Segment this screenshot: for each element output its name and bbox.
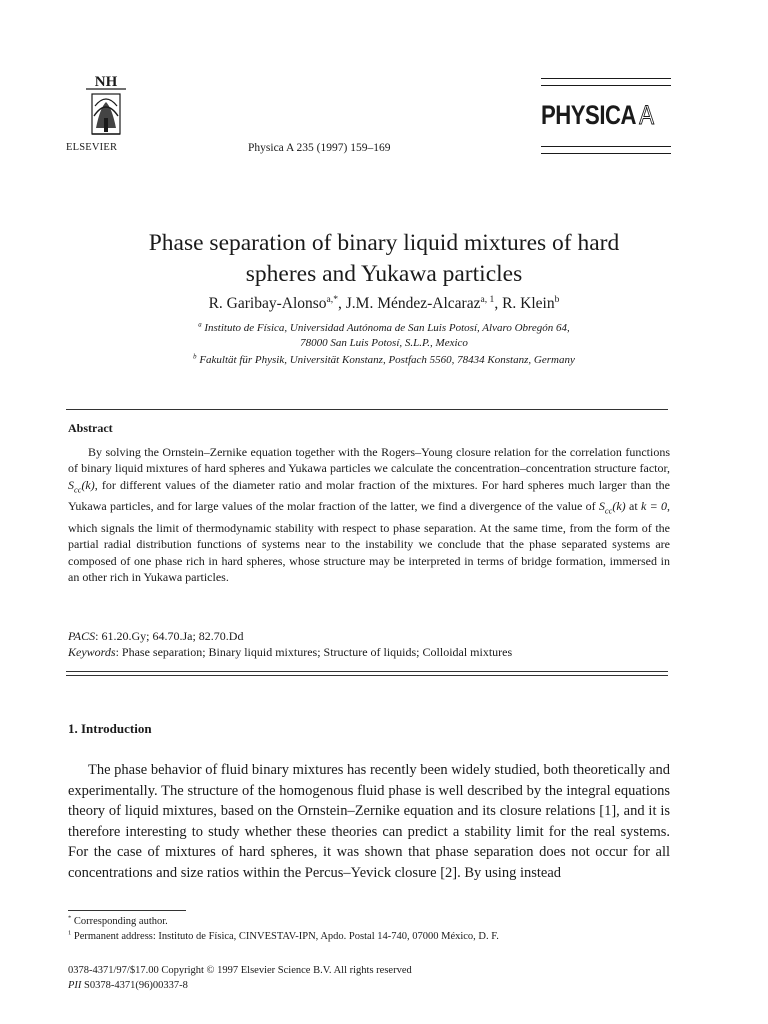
title-line-1: Phase separation of binary liquid mixtures of hard	[148, 230, 620, 256]
keywords-value: : Phase separation; Binary liquid mixtures; Structure of liquids; Colloidal mixtures	[115, 645, 513, 659]
header-rule-top-2	[541, 85, 671, 86]
journal-citation: Physica A 235 (1997) 159–169	[248, 142, 391, 154]
structure-factor-symbol-2: $S_{cc}(k)$	[598, 499, 626, 516]
section-heading: 1. Introduction	[68, 721, 152, 736]
affiliation-a-line-1: $^a$ Instituto de Física, Universidad Autónoma de San Luis Potosí, Alvaro Obregón 64,	[198, 321, 570, 334]
abstract-top-rule	[66, 409, 668, 410]
pacs-label: PACS	[68, 629, 96, 643]
footnote-rule	[68, 910, 186, 911]
footnote-2: $^1$ Permanent address: Instituto de Física, CINVESTAV-IPN, Apdo. Postal 14-740, 07000 México, D. F.	[68, 929, 499, 942]
pii-value: S0378-4371(96)00337-8	[81, 980, 188, 991]
title-line-2: spheres and Yukawa particles	[245, 261, 523, 287]
affiliation-b: $^b$ Fakultät für Physik, Universität Konstanz, Postfach 5560, 78434 Konstanz, Germany	[193, 353, 575, 366]
pii-label: PII	[68, 980, 82, 991]
journal-letter: A	[639, 100, 654, 130]
author-list: R. Garibay-Alonso$^{a,*}$, J.M. Méndez-Alcaraz$^{a, 1}$, R. Klein$^b$	[208, 293, 560, 312]
introduction-text: The phase behavior of fluid binary mixtures has recently been widely studied, both theoretically and experimentally. The structure of the homogenous fluid phase is well described by the integral equations theory of liquid mixtures, based on the Ornstein–Zernike equation and its closure relations [1], and it is therefore interesting to study whether these theories can predict a stability limit for the real systems. For the case of mixtures of hard spheres, it was shown that phase separation does not occur for all concentrations and size ratios within the Percus–Yevick closure [2]. By using instead	[68, 762, 670, 881]
author-2: J.M. Méndez-Alcaraz	[345, 295, 481, 312]
keywords-label: Keywords	[68, 645, 116, 659]
pacs-line	[68, 628, 243, 644]
publisher-logo	[74, 72, 138, 142]
pacs-value: : 61.20.Gy; 64.70.Ja; 82.70.Dd	[95, 629, 244, 643]
author-3: R. Klein	[502, 295, 555, 312]
journal-title	[541, 100, 654, 131]
header-rule-bottom-2	[541, 153, 671, 154]
logo-lettering: NH	[94, 74, 118, 90]
author-2-marker: a, 1	[480, 293, 495, 305]
affiliation-b-label: b	[193, 353, 197, 361]
author-1: R. Garibay-Alonso	[208, 295, 327, 312]
author-1-marker: a,*	[326, 293, 339, 305]
abstract-body: By solving the Ornstein–Zernike equation together with the Rogers–Young closure relation for the correlation functions of binary liquid mixtures of hard spheres and Yukawa particles we calculate the concentration–concentration structure factor, $S_{cc}(k)$, for different values of the diameter ratio and molar fraction of the mixtures. For hard spheres much larger than the Yukawa particles, and for large values of the molar fraction of the latter, we find a divergence of the value of $S_{cc}(k)$ at k = 0, which signals the limit of thermodynamic stability with respect to phase separation. At the same time, from the form of the partial radial distribution functions of systems near to the instability we conclude that the phase separated systems are composed of one phase rich in hard spheres, whose structure may be interpreted in terms of bridge formation, immersed in an other rich in Yukawa particles.	[68, 445, 671, 584]
author-3-marker: b	[554, 293, 560, 305]
keywords-line	[68, 644, 512, 660]
affiliation-a-line-2: 78000 San Luis Potosí, S.L.P., Mexico	[300, 337, 468, 349]
pii-line	[68, 979, 188, 993]
k-equals-zero: k = 0	[640, 499, 668, 514]
header-rule-bottom	[541, 146, 671, 147]
abstract-bottom-rule	[66, 671, 668, 672]
publisher-name: ELSEVIER	[66, 142, 118, 153]
header-rule-top	[541, 78, 671, 79]
structure-factor-symbol: $S_{cc}(k)$	[68, 477, 95, 494]
copyright-line: 0378-4371/97/$17.00 Copyright © 1997 Elsevier Science B.V. All rights reserved	[68, 965, 412, 976]
paper-title	[60, 228, 708, 290]
abstract-bottom-rule-2	[66, 675, 668, 676]
abstract-heading: Abstract	[68, 421, 113, 435]
elsevier-tree-icon	[74, 72, 138, 142]
footnote-1: * Corresponding author.	[68, 914, 168, 927]
journal-name: PHYSICA	[541, 100, 636, 130]
affiliation-a-label: a	[198, 321, 202, 329]
